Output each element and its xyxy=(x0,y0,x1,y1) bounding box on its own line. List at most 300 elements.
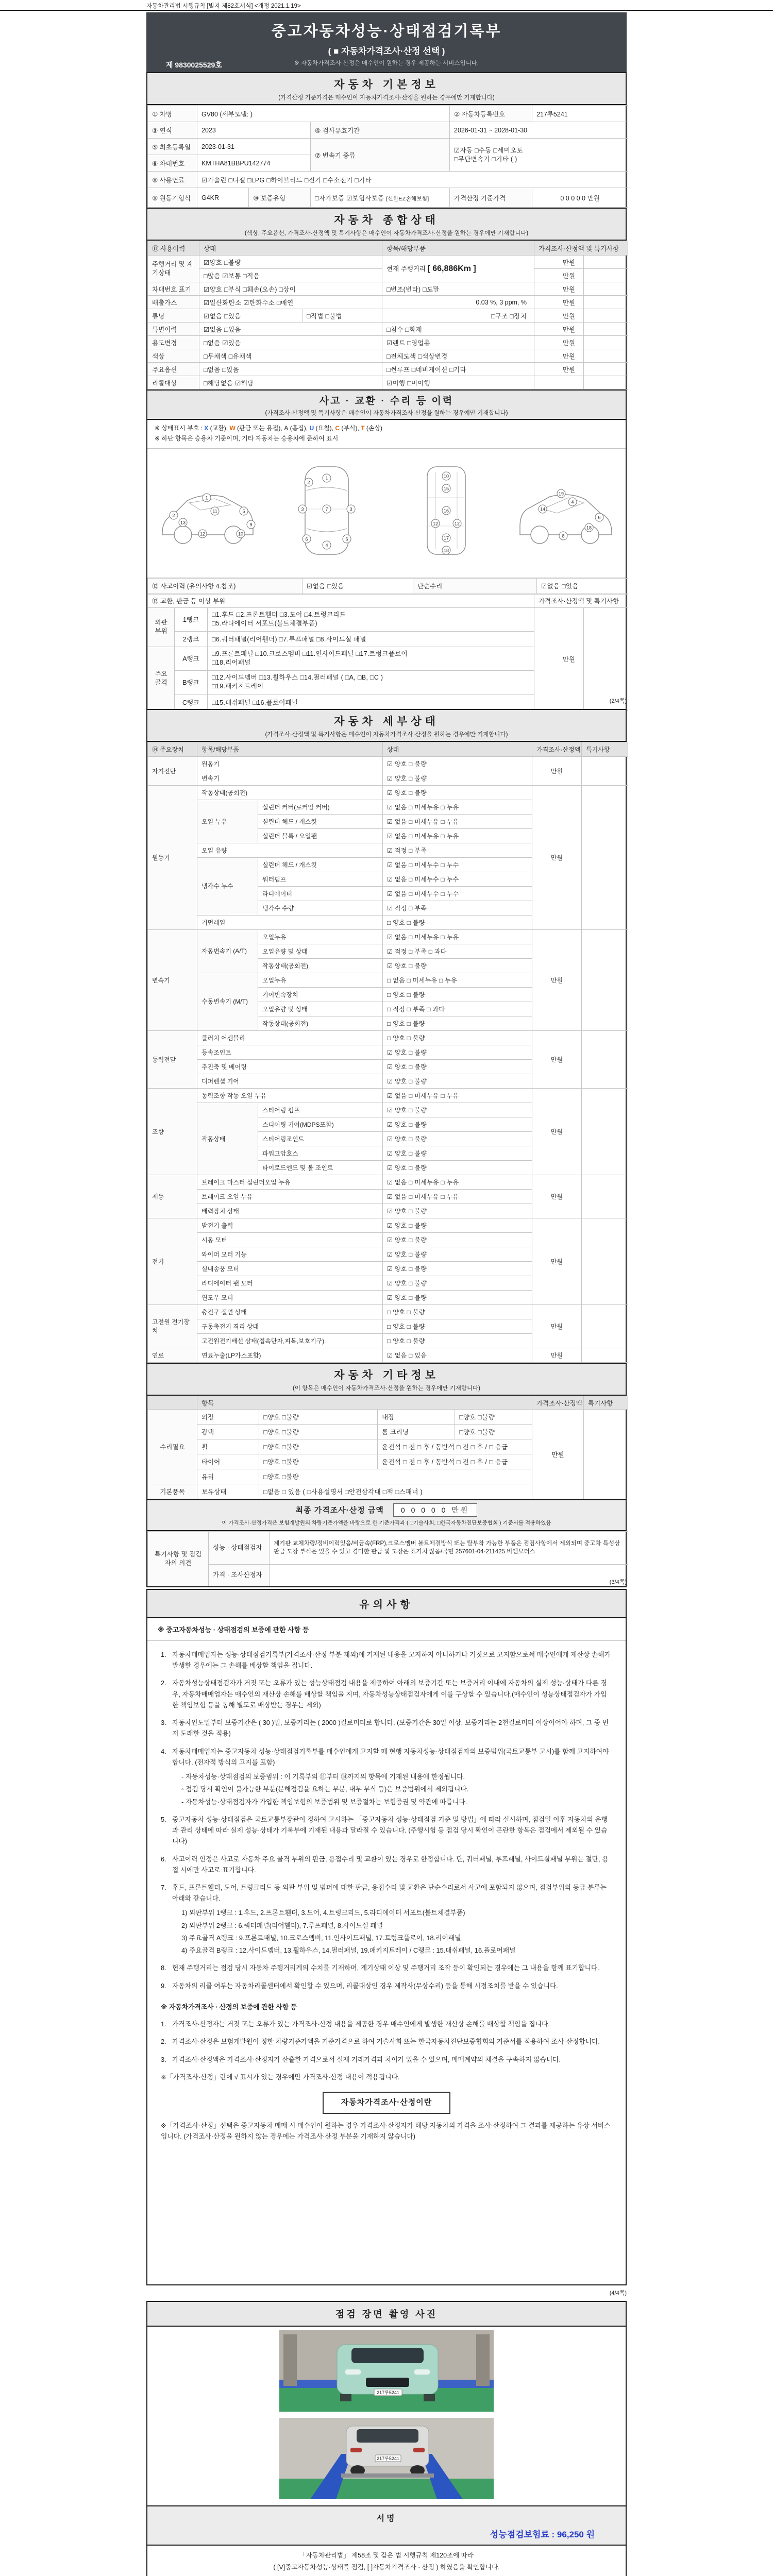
table-row xyxy=(148,376,628,389)
svg-text:9: 9 xyxy=(249,522,253,528)
notice-item-number: 3. xyxy=(161,2055,166,2063)
simple-repair-status: ☑없음 □있음 xyxy=(537,578,628,594)
notice-item xyxy=(161,1980,612,1991)
value-registration-no: 217루5241 xyxy=(532,106,628,122)
notice-tail-text: ※「가격조사·산정」선택은 중고자동차 매매 시 매수인이 원하는 경우 가격조사·산정자가 해당 자동차의 가격을 조사·산정하여 그 결과를 제공하는 유상 서비스입니다. (가격조사·산정을 원하지 않는 경우에는 가격조사·산정 부분을 기재하지 않습니다) xyxy=(161,2121,611,2141)
col-device: ⑭ 주요장치 xyxy=(148,742,197,757)
item-cell: 구동축전지 격리 상태 xyxy=(197,1319,383,1334)
table-header-row xyxy=(148,742,628,757)
rankB-label: B랭크 xyxy=(175,670,208,694)
label-usage-change: 용도변경 xyxy=(148,336,199,349)
item-cell: 커먼레일 xyxy=(197,916,383,930)
notice-item-number: 1. xyxy=(161,1651,166,1658)
detail-condition-table xyxy=(147,742,628,1363)
value-inspection-valid-period: 2026-01-31 ~ 2028-01-30 xyxy=(450,122,628,139)
col-status: 상태 xyxy=(199,241,382,256)
price-cell: 만원 xyxy=(534,282,584,296)
final-price-note: 이 가격조사·산정가격은 보험개발원의 차량기준가액을 바탕으로 한 기준가격과 ( □기술사회, □한국자동차진단보증협회 ) 기준서를 적용하였음 xyxy=(222,1520,551,1526)
item-cell: 동력조향 작동 오일 누유 xyxy=(197,1089,383,1103)
notice-item-number: 3. xyxy=(161,1719,166,1727)
item-cell: 오일누유 xyxy=(258,930,383,944)
status-cell: ☑ 없음 □ 있음 xyxy=(383,1348,532,1363)
status-cell: ☑ 없음 □ 미세누유 □ 누유 xyxy=(383,800,532,815)
note-cell xyxy=(584,282,628,296)
price-cell: 만원 xyxy=(534,296,584,309)
status-cell: ☑ 적정 □ 부족 □ 과다 xyxy=(383,944,532,959)
status-cell: ☑ 양호 □ 불량 xyxy=(383,1045,532,1060)
other-info-title: 자동차 기타정보 xyxy=(334,1369,439,1381)
notice-item xyxy=(161,1677,612,1710)
table-header-row xyxy=(148,241,628,256)
item-cell: 냉각수 수량 xyxy=(258,901,383,916)
table-row xyxy=(148,139,628,155)
status-code-legend-prefix: ※ 상태표시 부호 : xyxy=(155,425,205,432)
svg-text:12: 12 xyxy=(432,521,439,527)
note-cell xyxy=(582,757,628,786)
svg-text:4: 4 xyxy=(325,543,328,548)
status-cell: ☑ 없음 □ 미세누유 □ 누유 xyxy=(383,1190,532,1204)
status-cell: □양호 □불량 xyxy=(259,1454,378,1469)
item-cell: 실내송풍 모터 xyxy=(197,1262,383,1276)
notice-item-text: 현재 주행거리는 점검 당시 자동차 주행거리계의 수치를 기재하며, 계기상태 이상 및 주행거리 조작 등이 확인되는 경우에는 그 내용을 함께 표기합니다. xyxy=(172,1964,599,1972)
status-cell: ☑ 양호 □ 불량 xyxy=(383,1146,532,1161)
overall-condition-table xyxy=(147,241,628,389)
accident-history-section-header xyxy=(147,389,626,420)
label-vin: ⑥ 차대번호 xyxy=(148,155,197,172)
legend-note: ※ 하단 항목은 승용차 기준이며, 기타 자동차는 승용차에 준하여 표시 xyxy=(155,435,339,443)
status-cell: □양호 □불량 xyxy=(259,1425,378,1439)
notice-body xyxy=(147,1641,626,2150)
notice-item xyxy=(161,2036,612,2047)
notice-item-number: 6. xyxy=(161,1855,166,1863)
status-cell: □양호 □불량 xyxy=(259,1410,378,1425)
svg-text:6: 6 xyxy=(345,536,348,542)
signature-label: 서명 xyxy=(376,2514,397,2523)
notice-sub-item: ◦ 점검 당시 확인이 불가능한 부분(분해점검을 요하는 부분, 내부 부식 등)은 보증범위에서 제외됩니다. xyxy=(181,1785,469,1793)
special-history-kind: □침수 □화재 xyxy=(382,323,534,336)
wheel-positions: 운전석 □ 전 □ 후 / 동반석 □ 전 □ 후 / □ 응급 xyxy=(378,1439,532,1454)
tuning-legality: □적법 □불법 xyxy=(303,309,382,323)
basic-info-subtitle: (가격산정 기준가격은 매수인이 자동차가격조사·산정을 원하는 경우에만 기재합니다) xyxy=(278,95,495,101)
warranty-options: □자가보증 ☑보험사보증 xyxy=(315,194,384,202)
price-cell: 만원 xyxy=(532,1089,582,1175)
page-marker-3: (3/4쪽) xyxy=(609,1579,627,1585)
svg-text:17: 17 xyxy=(443,535,449,541)
mileage-amount-options: □많음 ☑보통 □적음 xyxy=(199,269,382,282)
basic-info-table xyxy=(147,105,628,208)
table-row xyxy=(148,188,628,208)
notice-block xyxy=(146,1589,627,2285)
notice-sub-item: - 자동차성능·상태점검자가 가입한 책임보험의 보증범위 및 보증절차는 보험증권 및 약관에 따릅니다. xyxy=(181,1798,467,1806)
other-info-table xyxy=(147,1396,628,1499)
item-cell: 실린더 헤드 / 개스킷 xyxy=(258,858,383,872)
notice-sub-item: 3) 주요골격 A랭크 : 9.프론트패널, 10.크로스멤버, 11.인사이드패널, 17.트렁크플로어, 18.리어패널 xyxy=(181,1934,461,1942)
notice-item xyxy=(161,1854,612,1875)
svg-text:10: 10 xyxy=(443,473,449,479)
col-note: 특기사항 xyxy=(584,1396,628,1410)
car-diagram-front-left-icon xyxy=(153,462,261,565)
confirmation-line1: 「자동차관리법」 제58조 및 같은 법 시행규칙 제120조에 따라 xyxy=(299,2552,474,2559)
recall-status: □해당없음 ☑해당 xyxy=(199,376,382,389)
label-price-appraiser: 가격 · 조사산정자 xyxy=(209,1565,270,1586)
rankB-items-line1: □12.사이드멤버 □13.휠하우스 □14.필러패널 ( □A, □B, □C ) xyxy=(212,674,383,682)
group-basic-items: 기본품목 xyxy=(148,1484,197,1499)
col-item-part: 항목/해당부품 xyxy=(197,742,383,757)
notice-item-text: 사고이력 인정은 사고로 자동차 주요 골격 부위의 판금, 용접수리 및 교환이 있는 경우로 한정합니다. 단, 쿼터패널, 루프패널, 사이드실패널 부위는 절단, 용접 시에만 사고로 표기합니다. xyxy=(172,1855,609,1874)
note-cell xyxy=(582,930,628,1031)
table-row xyxy=(148,256,628,269)
item-cell: 와이퍼 모터 기능 xyxy=(197,1247,383,1262)
status-cell: ☑ 양호 □ 불량 xyxy=(383,1161,532,1175)
notice-item-number: 2. xyxy=(161,2038,166,2046)
table-row xyxy=(148,122,628,139)
table-row xyxy=(148,363,628,376)
item-cell: 실린더 블록 / 오일팬 xyxy=(258,829,383,843)
label-warranty-type: ⑩ 보증유형 xyxy=(249,188,311,208)
item-cell: 브레이크 마스터 실린더오일 누유 xyxy=(197,1175,383,1190)
rankA-items xyxy=(208,647,534,670)
rank1-items-line2: □5.라디에이터 서포트(볼트체결부품) xyxy=(212,620,317,628)
svg-text:6: 6 xyxy=(305,536,308,542)
table-row xyxy=(148,1410,628,1425)
device-engine: 원동기 xyxy=(148,786,197,930)
item-glass: 유리 xyxy=(197,1469,259,1484)
accident-history-subtitle: (가격조사·산정액 및 특기사항은 매수인이 자동차가격조사·산정을 원하는 경우에만 기재합니다) xyxy=(265,410,508,416)
group-repair-needed: 수리필요 xyxy=(148,1410,197,1484)
status-code-legend xyxy=(155,423,618,433)
car-diagram-top-icon xyxy=(273,462,381,565)
confirmation-line2: ( [V]중고자동차성능·상태를 점검, [ ]자동차가격조사 · 산정 ) 하였음을 확인합니다. xyxy=(273,2563,500,2571)
item-cell: 오일누유 xyxy=(258,973,383,988)
section-block-2 xyxy=(146,709,627,1587)
table-row xyxy=(148,1089,628,1103)
current-mileage-label: 현재 주행거리 xyxy=(386,265,426,273)
transmission-options-line2: □무단변속기 □기타 ( ) xyxy=(454,155,517,163)
notice-sub-item: 4) 주요골격 B랭크 : 12.사이드멤버, 13.휠하우스, 14.필러패널, 19.패키지트레이 / C랭크 : 15.대쉬패널, 16.플로어패널 xyxy=(181,1946,516,1955)
notice-item7-subs xyxy=(181,1907,612,1956)
tire-positions: 운전석 □ 전 □ 후 / 동반석 □ 전 □ 후 / □ 응급 xyxy=(378,1454,532,1469)
status-cell: ☑ 적정 □ 부족 xyxy=(383,901,532,916)
note-cell xyxy=(582,1305,628,1348)
status-cell: □ 양호 □ 불량 xyxy=(383,1319,532,1334)
notice-sub-item: - 자동차성능·상태점검의 보증범위 : 이 기록부의 ⑪부터 ⑭까지의 항목에 기재된 내용에 한정됩니다. xyxy=(181,1773,465,1781)
svg-text:4: 4 xyxy=(571,499,574,505)
status-cell: ☑ 양호 □ 불량 xyxy=(383,1103,532,1117)
col-blank xyxy=(148,1396,197,1410)
price-cell: 만원 xyxy=(534,607,584,710)
status-cell: □양호 □불량 xyxy=(259,1469,532,1484)
table-row xyxy=(148,282,628,296)
item-exterior: 외장 xyxy=(197,1410,259,1425)
vin-marking-status: ☑양호 □부식 □훼손(오손) □상이 xyxy=(199,282,382,296)
notice-item xyxy=(161,1717,612,1739)
table-row xyxy=(148,349,628,363)
car-diagram-underside-icon xyxy=(392,462,500,565)
value-model-year: 2023 xyxy=(197,122,311,139)
status-cell: ☑ 없음 □ 미세누유 □ 누유 xyxy=(383,1089,532,1103)
label-color: 색상 xyxy=(148,349,199,363)
item-holding-state: 보유상태 xyxy=(197,1484,259,1499)
table-row xyxy=(148,1218,628,1233)
item-cell: 오일유량 및 상태 xyxy=(258,944,383,959)
notice-item-text: 가격조사·산정자는 거짓 또는 오류가 있는 가격조사·산정 내용을 제공한 경우 매수인에게 발생한 재산상 손해를 배상할 책임을 집니다. xyxy=(172,2020,550,2028)
other-info-subtitle: (이 항목은 매수인이 자동차가격조사·산정을 원하는 경우에만 기재합니다) xyxy=(293,1385,480,1392)
performance-inspector-opinion: 계기판 교체차량/정비이력있음/비금속(FRP),크로스멤버 볼트체결방식 또는 탈부착 가능한 부품은 점검사항에서 제외되며 중고차 특성상 판금 도장 부식은 있을 수 있고 경미한 판금 및 도장은 표기치 않음/국민 257601-04-211425 비엠모터스 xyxy=(270,1532,628,1565)
item-cell: 변속기 xyxy=(197,771,383,786)
status-cell: □ 없음 □ 미세누유 □ 누유 xyxy=(383,973,532,988)
note-cell xyxy=(582,1175,628,1218)
item-cell: 발전기 출력 xyxy=(197,1218,383,1233)
status-code-legend-items: X (교환), W (판금 또는 용접), A (흠집), U (요철), C (부식), T (손상) xyxy=(204,425,383,432)
status-cell: ☑ 없음 □ 미세누유 □ 누유 xyxy=(383,829,532,843)
inspection-insurance-fee: 성능점검보험료 : 96,250 원 xyxy=(490,2530,595,2539)
svg-text:16: 16 xyxy=(443,508,449,514)
notice-sub-item: 2) 외판부위 2랭크 : 6.쿼터패널(리어휀더), 7.루프패널, 8.사이드실 패널 xyxy=(181,1921,383,1929)
price-cell: 만원 xyxy=(534,256,584,269)
status-cell: ☑ 양호 □ 불량 xyxy=(383,1074,532,1089)
status-cell: □양호 □불량 xyxy=(455,1425,532,1439)
label-main-options: 주요옵션 xyxy=(148,363,199,376)
svg-text:1: 1 xyxy=(205,495,208,501)
note-cell xyxy=(584,323,628,336)
item-cell: 작동상태(공회전) xyxy=(258,959,383,973)
col-price-note: 가격조사·산정액 및 특기사항 xyxy=(534,241,628,256)
notice-title: 유의사항 xyxy=(359,1599,414,1611)
device-braking: 제동 xyxy=(148,1175,197,1218)
item-polish: 광택 xyxy=(197,1425,259,1439)
item-cell: 스티어링 펌프 xyxy=(258,1103,383,1117)
svg-text:5: 5 xyxy=(242,509,245,514)
page-marker-4: (4/4쪽) xyxy=(609,2290,627,2296)
item-cell: 워터펌프 xyxy=(258,872,383,887)
status-cell: □양호 □불량 xyxy=(455,1410,532,1425)
svg-text:18: 18 xyxy=(443,548,449,553)
value-car-name: GV80 (세부모델: ) xyxy=(197,106,450,122)
label-engine-type: ⑨ 원동기형식 xyxy=(148,188,197,208)
value-fuel-type: ☑가솔린 □디젤 □LPG □하이브리드 □전기 □수소전기 □기타 xyxy=(197,172,628,188)
status-cell: □ 양호 □ 불량 xyxy=(383,1016,532,1031)
status-cell: ☑ 양호 □ 불량 xyxy=(383,1132,532,1146)
table-row xyxy=(148,172,628,188)
svg-text:11: 11 xyxy=(212,509,217,514)
note-cell xyxy=(582,1218,628,1305)
notice-item-text: 후드, 프론트휀더, 도어, 트렁크리드 등 외판 부위 및 범퍼에 대한 판금, 용접수리 및 교환은 단순수리로서 사고에 포함되지 않으며, 점검부위의 등급 분류는 아래와 같습니다. xyxy=(172,1883,607,1903)
svg-text:13: 13 xyxy=(180,520,186,526)
value-vin: KMTHA81BBPU142774 xyxy=(197,155,311,172)
rank2-label: 2랭크 xyxy=(175,631,208,647)
notice-item-text: 자동차매매업자는 중고자동차 성능·상태점검기록부를 매수인에게 고지할 때 현행 자동차성능·상태점검자의 보증범위(국토교통부 고시)를 함께 고지하여야 합니다. (전자적 방식의 고지를 포함) xyxy=(172,1747,609,1766)
sub-oil-leak: 오일 누유 xyxy=(197,800,258,843)
svg-text:12: 12 xyxy=(199,531,206,537)
note-cell xyxy=(584,607,628,710)
overall-condition-title: 자동차 종합상태 xyxy=(334,214,439,226)
status-cell: ☑ 양호 □ 불량 xyxy=(383,1117,532,1132)
price-cell: 만원 xyxy=(532,930,582,1031)
device-power-train: 동력전달 xyxy=(148,1031,197,1089)
label-model-year: ③ 연식 xyxy=(148,122,197,139)
status-cell: □ 양호 □ 불량 xyxy=(383,1031,532,1045)
col-status: 상태 xyxy=(383,742,532,757)
rank2-items: □6.쿼터패널(리어휀더) □7.루프패널 □8.사이드실 패널 xyxy=(208,631,534,647)
recall-action: ☑이행 □미이행 xyxy=(382,376,534,389)
note-cell xyxy=(584,269,628,282)
status-cell: □ 양호 □ 불량 xyxy=(383,988,532,1002)
label-recall: 리콜대상 xyxy=(148,376,199,389)
price-cell xyxy=(534,376,584,389)
note-cell xyxy=(584,376,628,389)
status-cell: ☑ 양호 □ 불량 xyxy=(383,771,532,786)
item-cell: 스티어링 기어(MDPS포함) xyxy=(258,1117,383,1132)
status-cell: ☑ 양호 □ 불량 xyxy=(383,1276,532,1291)
rankC-label: C랭크 xyxy=(175,694,208,710)
item-cell: 오일 유량 xyxy=(197,843,383,858)
rank1-items xyxy=(208,607,534,631)
svg-text:2: 2 xyxy=(172,513,175,518)
status-cell: ☑ 없음 □ 미세누유 □ 누유 xyxy=(383,930,532,944)
label-emission: 배출가스 xyxy=(148,296,199,309)
price-cell: 만원 xyxy=(532,786,582,930)
car-damage-diagrams xyxy=(147,449,626,578)
device-transmission: 변속기 xyxy=(148,930,197,1031)
signature-bar xyxy=(147,2505,626,2546)
note-cell xyxy=(584,309,628,323)
svg-text:15: 15 xyxy=(443,486,449,492)
status-cell: □ 적정 □ 부족 □ 과다 xyxy=(383,1002,532,1016)
label-base-price: 가격산정 기준가격 xyxy=(450,188,532,208)
rankB-items xyxy=(208,670,534,694)
svg-text:18: 18 xyxy=(586,525,592,531)
accident-history-title: 사고 · 교환 · 수리 등 이력 xyxy=(319,396,454,406)
item-cell: 고전원전기배선 상태(접속단자,피복,보호기구) xyxy=(197,1334,383,1348)
sub-coolant-leak: 냉각수 누수 xyxy=(197,858,258,916)
main-options-status: □없음 □있음 xyxy=(199,363,382,376)
svg-text:7: 7 xyxy=(325,506,328,512)
note-cell xyxy=(584,256,628,269)
table-row xyxy=(148,757,628,771)
device-electric: 전기 xyxy=(148,1218,197,1305)
label-mileage: 주행거리 및 계기상태 xyxy=(148,256,199,282)
notice-item-text: 가격조사·산정액은 가격조사·산정자가 산출한 가격으로서 실제 거래가격과 차이가 있을 수 있으며, 매매계약의 체결을 구속하지 않습니다. xyxy=(172,2055,561,2063)
value-engine-type: G4KR xyxy=(197,188,249,208)
item-cell: 작동상태(공회전) xyxy=(197,786,383,800)
status-cell: □양호 □불량 xyxy=(259,1439,378,1454)
notice-section-header xyxy=(147,1590,626,1618)
price-cell: 만원 xyxy=(534,309,584,323)
item-cell: 파워고압호스 xyxy=(258,1146,383,1161)
item-cell: 라디에이터 xyxy=(258,887,383,901)
status-cell: ☑ 양호 □ 불량 xyxy=(383,1233,532,1247)
notice-item-text: 중고자동차 성능·상태점검은 국토교통부장관이 정하여 고시하는 「중고자동차 성능·상태점검 기준 및 방법」에 따라 실시하며, 점검일 이후 자동차의 운행과 관리 상태에 따라 실제 성능·상태가 기록부에 기재된 내용과 달라질 수 있습니다. (주행시험 등 점검 당시 확인이 곤란한 항목은 점검에서 제외될 수 있습니다) xyxy=(172,1815,608,1845)
rank1-label: 1랭크 xyxy=(175,607,208,631)
inspection-photo-front-view xyxy=(279,2330,494,2414)
notice-sub-item: 1) 외판부위 1랭크 : 1.후드, 2.프론트휀더, 3.도어, 4.트렁크리드, 5.라디에이터 서포트(볼트체결부품) xyxy=(181,1909,465,1917)
notice-item4-subs xyxy=(181,1771,612,1807)
usage-change-status: □없음 ☑있음 xyxy=(199,336,382,349)
status-cell: ☑ 양호 □ 불량 xyxy=(383,757,532,771)
tuning-status: ☑없음 □있음 xyxy=(199,309,303,323)
col-exchange-panel: ⑬ 교환, 판금 등 이상 부위 xyxy=(148,594,534,607)
item-cell: 기어변속장치 xyxy=(258,988,383,1002)
label-accident-history: ⑫ 사고이력 (유의사항 4.참조) xyxy=(148,578,303,594)
top-rule xyxy=(0,10,773,11)
note-cell xyxy=(582,1089,628,1175)
price-cell: 만원 xyxy=(532,1410,584,1499)
note-cell xyxy=(582,1031,628,1089)
notice-pre-box-text: ※「가격조사·산정」란에 √ 표시가 있는 경우에만 가격조사·산정 내용이 적용됩니다. xyxy=(161,2073,400,2081)
label-simple-repair: 단순수리 xyxy=(413,578,537,594)
item-interior: 내장 xyxy=(378,1410,455,1425)
item-cell: 실린더 헤드 / 개스킷 xyxy=(258,815,383,829)
item-cell: 작동상태(공회전) xyxy=(258,1016,383,1031)
transmission-options-line1: ☑자동 □수동 □세미오토 xyxy=(454,146,523,154)
item-tire: 타이어 xyxy=(197,1454,259,1469)
sub-automatic-transmission: 자동변속기 (A/T) xyxy=(197,930,258,973)
notice-item xyxy=(161,1814,612,1847)
price-appraisal-note: ※ 자동차가격조사·산정은 매수인이 원하는 경우 제공하는 서비스입니다. xyxy=(294,60,479,66)
final-price-bar xyxy=(147,1499,626,1531)
item-cell: 추진축 및 베어링 xyxy=(197,1060,383,1074)
warranty-insurer: [신한EZ손해보험] xyxy=(386,195,429,202)
item-cell: 라디에이터 팬 모터 xyxy=(197,1276,383,1291)
table-row xyxy=(148,786,628,800)
value-warranty-type xyxy=(311,188,450,208)
emission-status: ☑일산화탄소 ☑탄화수소 □매연 xyxy=(199,296,382,309)
notice-item-text: 자동차의 리콜 여부는 자동차리콜센터에서 확인할 수 있으며, 리콜대상인 경우 제작사(무상수리) 등을 통해 시정조치를 받을 수 있습니다. xyxy=(172,1981,558,1990)
value-base-price: 0 0 0 0 0 만원 xyxy=(532,188,628,208)
label-registration-no: ② 자동차등록번호 xyxy=(450,106,532,122)
main-options-kind: □썬루프 □네비게이션 □기타 xyxy=(382,363,534,376)
status-cell: ☑ 양호 □ 불량 xyxy=(383,1291,532,1305)
svg-text:3: 3 xyxy=(349,506,352,512)
svg-text:12: 12 xyxy=(454,521,460,527)
notice-item xyxy=(161,1882,612,1904)
notice-item-number: 7. xyxy=(161,1883,166,1891)
color-kind: □전체도색 □색상변경 xyxy=(382,349,534,363)
note-cell xyxy=(584,363,628,376)
rankA-items-line2: □18.리어패널 xyxy=(212,659,251,667)
notice-item-text: 자동차성능상태점검자가 거짓 또는 오류가 있는 성능상태점검 내용을 제공하여 아래의 보증기간 또는 보증거리 이내에 자동차의 실제 성능·상태가 다른 경우, 자동차매매업자는 매수인의 재산상 손해를 배상할 책임을 지며, 자동차성능상태점검자에게 이를 구상할 수 있습니다.(매수인이 성능상태점검자가 가입한 책임보험 등을 통해 별도로 배상받는 경우는 제외) xyxy=(172,1679,607,1709)
table-row xyxy=(148,1348,628,1363)
device-self-diagnosis: 자기진단 xyxy=(148,757,197,786)
note-cell xyxy=(582,1348,628,1363)
table-row xyxy=(148,1305,628,1319)
label-transmission-type: ⑦ 변속기 종류 xyxy=(311,139,450,172)
table-row xyxy=(148,1031,628,1045)
overall-condition-subtitle: (색상, 주요옵션, 가격조사·산정액 및 특기사항은 매수인이 자동차가격조사·산정을 원하는 경우에만 기재합니다) xyxy=(244,230,529,236)
rank1-items-line1: □1.후드 □2.프론트휀더 □3.도어 □4.트렁크리드 xyxy=(212,611,346,619)
item-cell: 등속조인트 xyxy=(197,1045,383,1060)
status-cell: ☑ 없음 □ 미세누유 □ 누유 xyxy=(383,1175,532,1190)
label-opinion: 특기사항 및 점검자의 의견 xyxy=(148,1532,209,1586)
note-cell xyxy=(584,336,628,349)
page-marker-2: (2/4쪽) xyxy=(609,698,627,704)
item-cell: 연료누출(LP가스포함) xyxy=(197,1348,383,1363)
status-cell: ☑ 없음 □ 미세누유 □ 누유 xyxy=(383,815,532,829)
col-price: 가격조사·산정액 xyxy=(532,742,582,757)
detail-condition-subtitle: (가격조사·산정액 및 특기사항은 매수인이 자동차가격조사·산정을 원하는 경우에만 기재합니다) xyxy=(265,732,508,738)
item-cell: 윈도우 모터 xyxy=(197,1291,383,1305)
notice-item-number: 4. xyxy=(161,1747,166,1755)
other-info-section-header xyxy=(147,1363,626,1396)
notice-item xyxy=(161,1746,612,1768)
sub-manual-transmission: 수동변속기 (M/T) xyxy=(197,973,258,1031)
svg-text:2: 2 xyxy=(307,480,310,485)
notice-item-number: 2. xyxy=(161,1679,166,1687)
label-performance-inspector: 성능 · 상태점검자 xyxy=(209,1532,270,1565)
price-cell: 만원 xyxy=(532,1348,582,1363)
status-cell: ☑ 양호 □ 불량 xyxy=(383,1247,532,1262)
price-cell: 만원 xyxy=(534,363,584,376)
